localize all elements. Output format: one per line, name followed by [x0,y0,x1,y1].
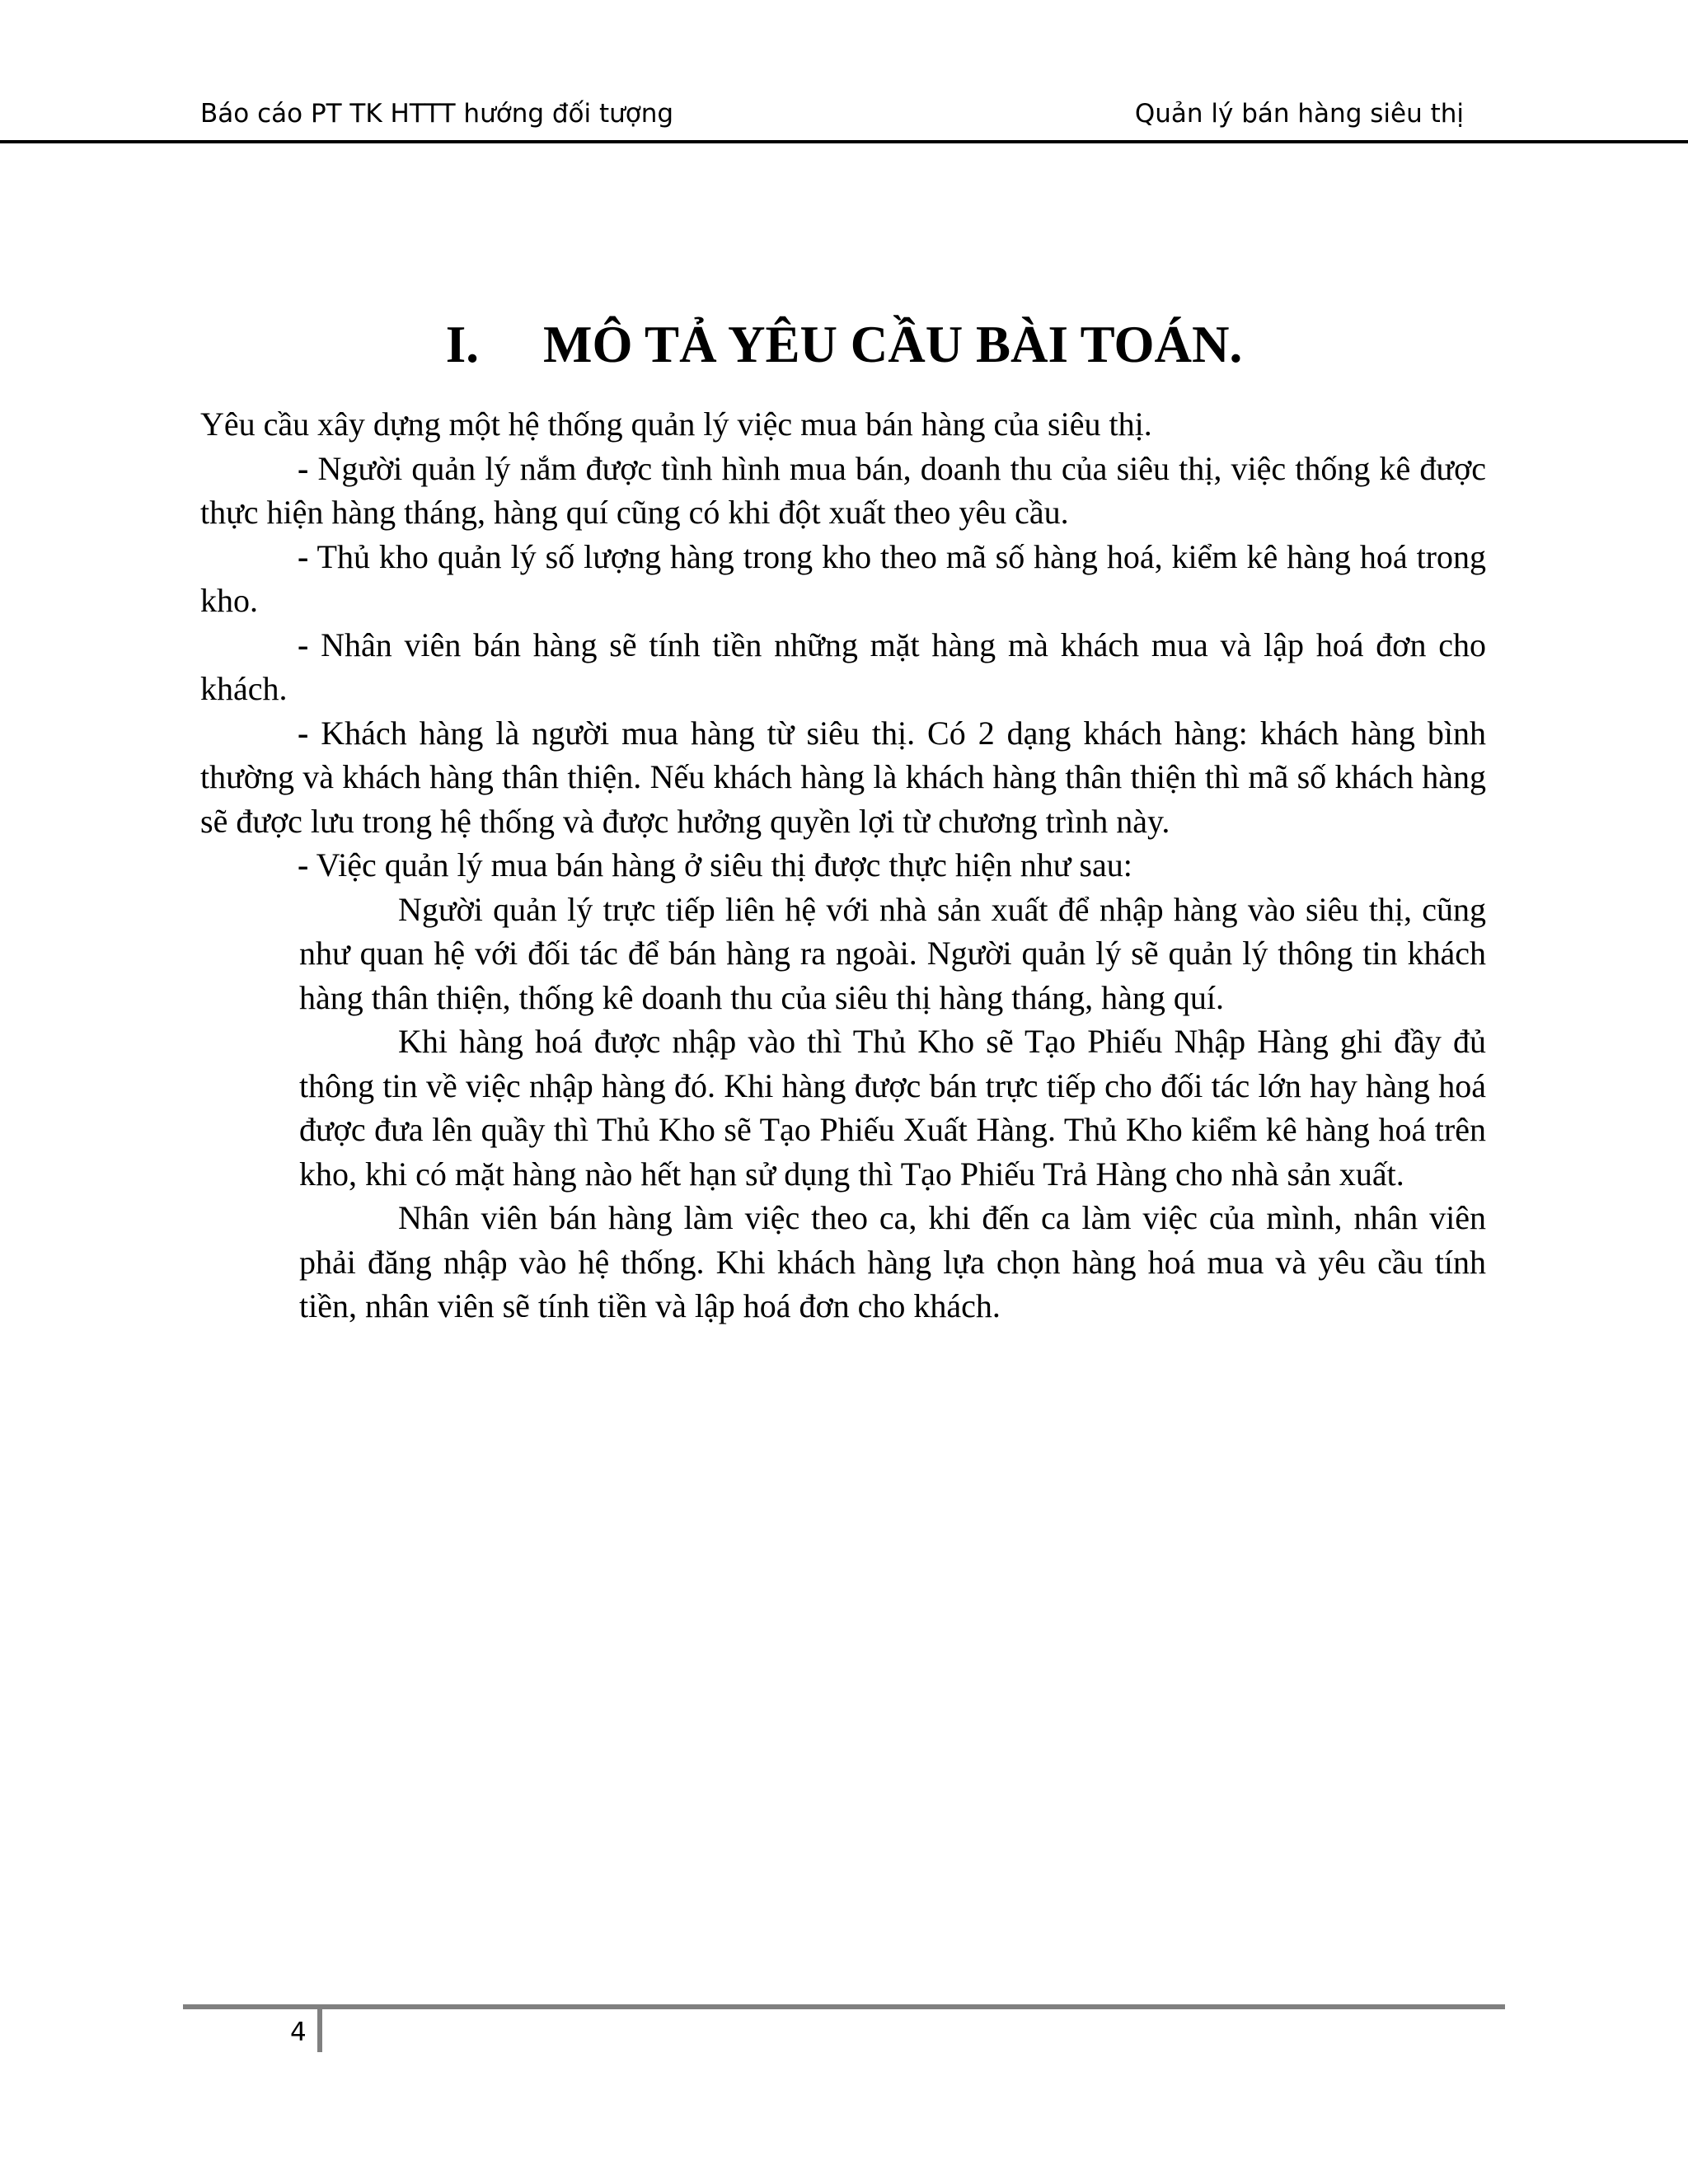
list-item-text: Việc quản lý mua bán hàng ở siêu thị được thực hiện như sau: [308,846,1132,883]
list-item-text: Nhân viên bán hàng sẽ tính tiền những mặt hàng mà khách mua và lập hoá đơn cho khách. [200,626,1486,707]
list-item [200,535,1486,623]
header-rule [0,140,1688,143]
list-item-text: Thủ kho quản lý số lượng hàng trong kho theo mã số hàng hoá, kiểm kê hàng hoá trong kho. [200,537,1486,619]
page-number: 4 [290,2018,307,2047]
section-title: MÔ TẢ YÊU CẦU BÀI TOÁN. [542,316,1243,373]
list-item [200,447,1486,535]
header-right-text: Quản lý bán hàng siêu thị [1134,99,1464,129]
footer-rule [183,2004,1505,2009]
intro-paragraph: Yêu cầu xây dựng một hệ thống quản lý việc mua bán hàng của siêu thị. [200,405,1152,443]
list-item [200,711,1486,844]
sub-paragraph: Khi hàng hoá được nhập vào thì Thủ Kho sẽ Tạo Phiếu Nhập Hàng ghi đầy đủ thông tin về việc nhập hàng đó. Khi hàng được bán trực tiếp cho đối tác lớn hay hàng hoá được đưa lên quầy thì Thủ Kho sẽ Tạo Phiếu Xuất Hàng. Thủ Kho kiểm kê hàng hoá trên kho, khi có mặt hàng nào hết hạn sử dụng thì Tạo Phiếu Trả Hàng cho nhà sản xuất. [299,1023,1486,1193]
body-text [200,402,1486,1329]
dash-marker: - [298,714,309,752]
footer-divider [317,2004,322,2052]
dash-marker: - [298,537,309,575]
dash-marker: - [298,626,309,663]
dash-marker: - [298,449,309,487]
header-left-text: Báo cáo PT TK HTTT hướng đối tượng [200,99,674,129]
section-heading [0,315,1688,375]
dash-marker: - [298,846,309,883]
list-item [200,623,1486,711]
sub-paragraph: Nhân viên bán hàng làm việc theo ca, khi đến ca làm việc của mình, nhân viên phải đăng nhập vào hệ thống. Khi khách hàng lựa chọn hàng hoá mua và yêu cầu tính tiền, nhân viên sẽ tính tiền và lập hoá đơn cho khách. [299,1199,1486,1324]
section-number: I. [445,316,479,373]
list-item-text: Khách hàng là người mua hàng từ siêu thị. Có 2 dạng khách hàng: khách hàng bình thường và khách hàng thân thiện. Nếu khách hàng là khách hàng thân thiện thì mã số khách hàng sẽ được lưu trong hệ thống và được hưởng quyền lợi từ chương trình này. [200,714,1486,840]
sub-paragraph: Người quản lý trực tiếp liên hệ với nhà sản xuất để nhập hàng vào siêu thị, cũng như quan hệ với đối tác để bán hàng ra ngoài. Người quản lý sẽ quản lý thông tin khách hàng thân thiện, thống kê doanh thu của siêu thị hàng tháng, hàng quí. [299,890,1486,1016]
list-item-text: Người quản lý nắm được tình hình mua bán, doanh thu của siêu thị, việc thống kê được thực hiện hàng tháng, hàng quí cũng có khi đột xuất theo yêu cầu. [200,449,1486,531]
list-item [200,843,1486,888]
